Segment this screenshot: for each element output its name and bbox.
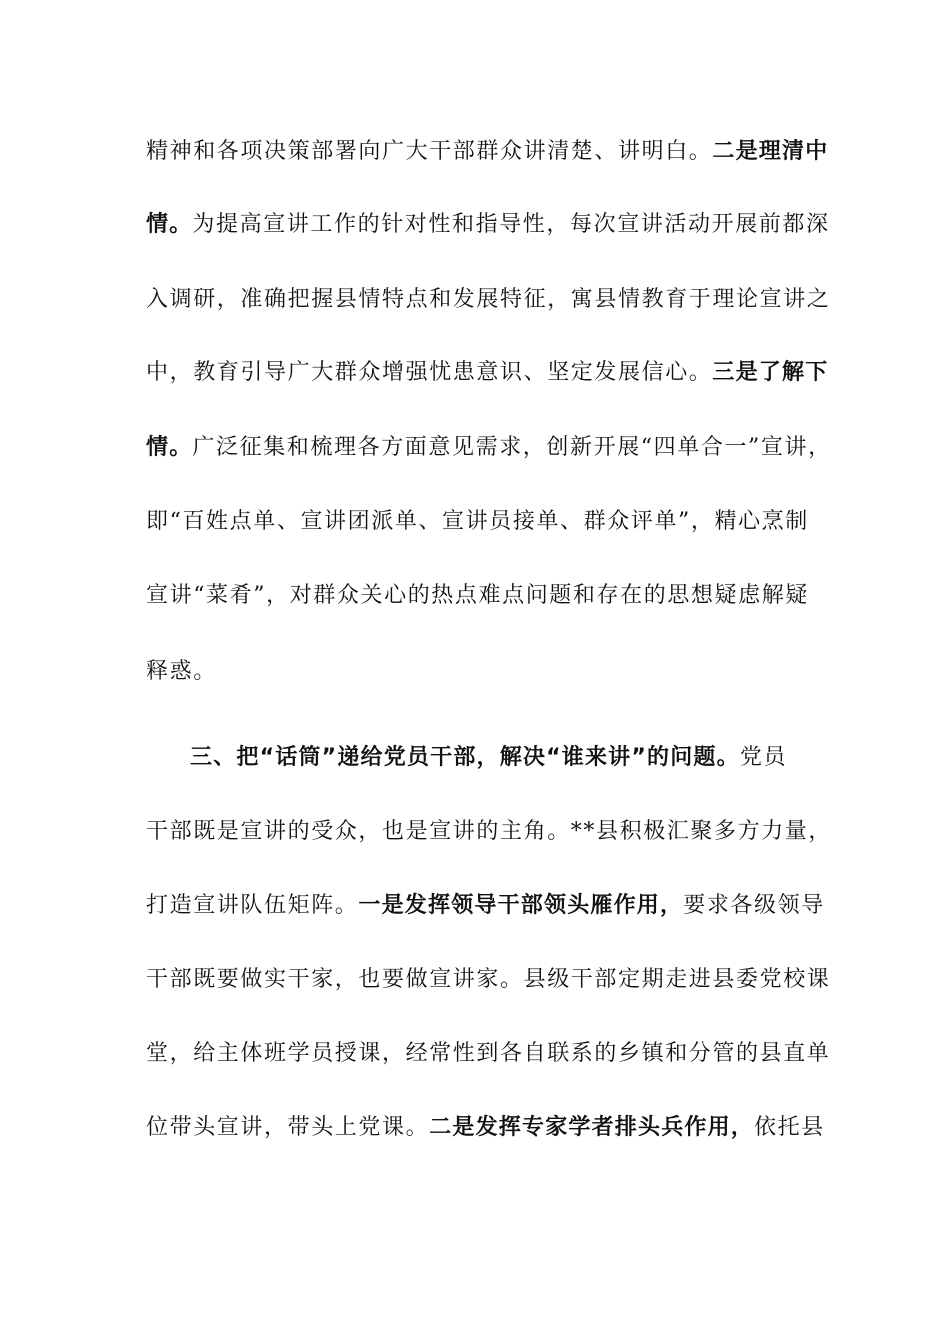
text-segment: 位带头宣讲，带头上党课。 bbox=[146, 1115, 430, 1140]
text-line-6 bbox=[146, 505, 809, 539]
text-segment: 中，教育引导广大群众增强忧患意识、坚定发展信心。 bbox=[146, 360, 713, 385]
text-segment: 依托县 bbox=[754, 1115, 825, 1140]
text-segment: 要求各级领导 bbox=[683, 893, 825, 918]
bold-segment: 一是发挥领导干部领头雁作用， bbox=[358, 893, 684, 918]
section-heading-line bbox=[190, 741, 806, 775]
text-line-5 bbox=[146, 431, 832, 465]
text-line-1 bbox=[146, 135, 829, 169]
text-segment: 打造宣讲队伍矩阵。 bbox=[146, 893, 359, 918]
text-line-8 bbox=[146, 655, 806, 689]
bold-segment: 情。 bbox=[146, 212, 193, 237]
bold-segment: 二是理清中 bbox=[712, 139, 829, 164]
text-segment: 广泛征集和梳理各方面意见需求，创新开展“四单合一”宣讲， bbox=[192, 435, 832, 460]
text-line-11 bbox=[146, 889, 825, 923]
text-line-10 bbox=[146, 815, 833, 849]
text-segment: 精神和各项决策部署向广大干部群众讲清楚、讲明白。 bbox=[146, 139, 713, 164]
text-line-2 bbox=[146, 208, 830, 242]
text-line-3 bbox=[146, 283, 831, 317]
text-segment: 宣讲“菜肴”，对群众关心的热点难点问题和存在的思想疑虑解疑 bbox=[146, 583, 809, 608]
bold-segment: 三是了解下 bbox=[712, 360, 829, 385]
text-segment: 入调研，准确把握县情特点和发展特征，寓县情教育于理论宣讲之 bbox=[146, 287, 831, 312]
bold-segment: 二是发挥专家学者排头兵作用， bbox=[429, 1115, 755, 1140]
section-heading: 三、把“话筒”递给党员干部，解决“谁来讲”的问题。 bbox=[190, 745, 740, 770]
text-segment: 堂，给主体班学员授课，经常性到各自联系的乡镇和分管的县直单 bbox=[146, 1041, 831, 1066]
text-segment: 即“百姓点单、宣讲团派单、宣讲员接单、群众评单”，精心烹制 bbox=[146, 509, 809, 534]
text-line-14 bbox=[146, 1111, 825, 1145]
text-line-7 bbox=[146, 579, 809, 613]
text-segment: 为提高宣讲工作的针对性和指导性，每次宣讲活动开展前都深 bbox=[192, 212, 830, 237]
text-segment: 干部既要做实干家，也要做宣讲家。县级干部定期走进县委党校课 bbox=[146, 967, 831, 992]
bold-segment: 情。 bbox=[146, 435, 193, 460]
text-line-13 bbox=[146, 1037, 831, 1071]
text-segment: 释惑。 bbox=[146, 659, 217, 684]
text-line-12 bbox=[146, 963, 831, 997]
text-segment: 党员 bbox=[739, 745, 788, 770]
text-segment: 干部既是宣讲的受众，也是宣讲的主角。**县积极汇聚多方力量， bbox=[146, 819, 833, 844]
text-line-4 bbox=[146, 356, 829, 390]
